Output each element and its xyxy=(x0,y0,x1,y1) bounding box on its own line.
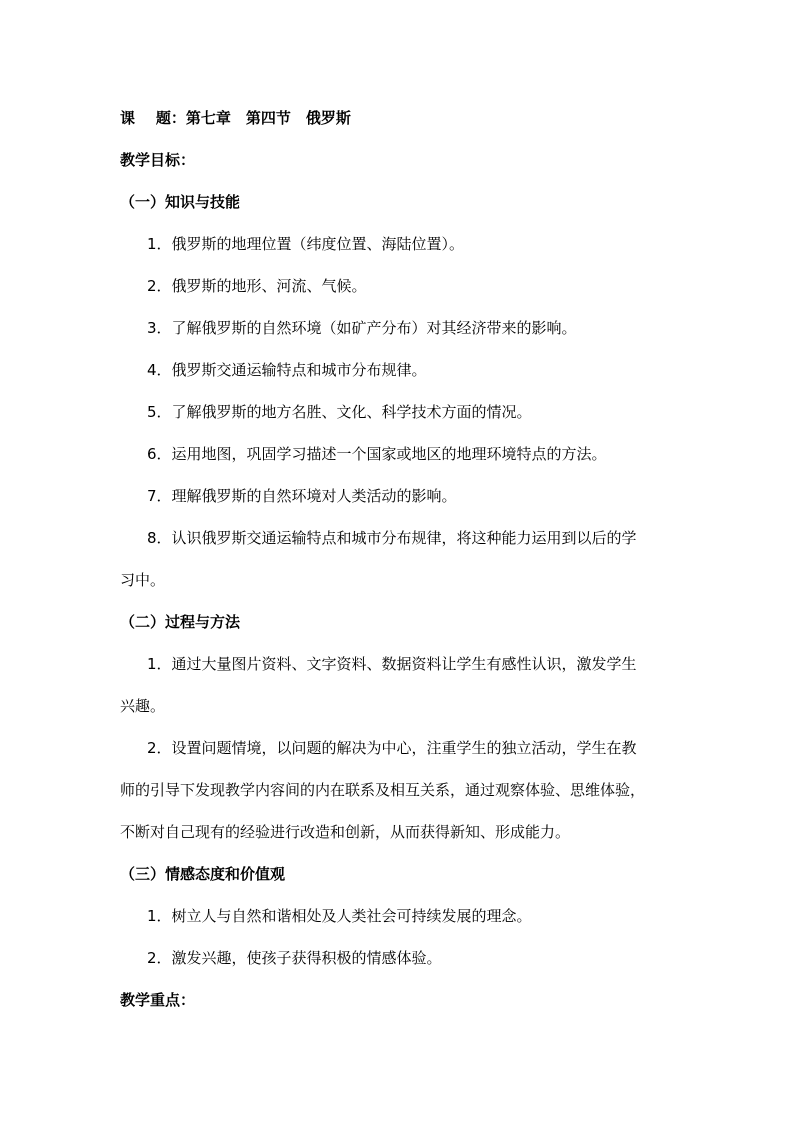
section1-item-7: 7．理解俄罗斯的自然环境对人类活动的影响。 xyxy=(147,487,457,505)
section2-item-2-line-1: 2．设置问题情境，以问题的解决为中心，注重学生的独立活动，学生在教 xyxy=(147,739,637,757)
lesson-title xyxy=(120,108,690,128)
section1-heading: （一）知识与技能 xyxy=(120,193,241,211)
key-points-heading: 教学重点： xyxy=(120,991,196,1009)
section1-item-8: 8．认识俄罗斯交通运输特点和城市分布规律，将这种能力运用到以后的学 xyxy=(147,529,637,547)
section3-heading: （三）情感态度和价值观 xyxy=(120,865,286,883)
section2-heading: （二）过程与方法 xyxy=(120,613,241,631)
section2-item-1-line-2: 兴趣。 xyxy=(120,697,166,715)
objectives-heading: 教学目标： xyxy=(120,151,196,169)
section1-item-1: 1．俄罗斯的地理位置（纬度位置、海陆位置）。 xyxy=(147,235,465,253)
section1-item-5: 5．了解俄罗斯的地方名胜、文化、科学技术方面的情况。 xyxy=(147,403,532,421)
section3-item-2: 2．激发兴趣，使孩子获得积极的情感体验。 xyxy=(147,949,442,967)
section1-item-8-continuation: 习中。 xyxy=(120,571,166,589)
section3-item-1: 1．树立人与自然和谐相处及人类社会可持续发展的理念。 xyxy=(147,907,532,925)
section2-item-2-line-3: 不断对自己现有的经验进行改造和创新，从而获得新知、形成能力。 xyxy=(120,823,571,841)
lesson-title-label: 课 题： xyxy=(120,109,186,127)
section1-item-4: 4．俄罗斯交通运输特点和城市分布规律。 xyxy=(147,361,427,379)
lesson-title-text: 第七章 第四节 俄罗斯 xyxy=(185,109,351,127)
section2-item-1-line-1: 1．通过大量图片资料、文字资料、数据资料让学生有感性认识，激发学生 xyxy=(147,655,637,673)
section1-item-3: 3．了解俄罗斯的自然环境（如矿产分布）对其经济带来的影响。 xyxy=(147,319,577,337)
section2-item-2-line-2: 师的引导下发现教学内容间的内在联系及相互关系，通过观察体验、思维体验， xyxy=(120,781,646,799)
section1-item-6: 6．运用地图，巩固学习描述一个国家或地区的地理环境特点的方法。 xyxy=(147,445,607,463)
section1-item-2: 2．俄罗斯的地形、河流、气候。 xyxy=(147,277,367,295)
